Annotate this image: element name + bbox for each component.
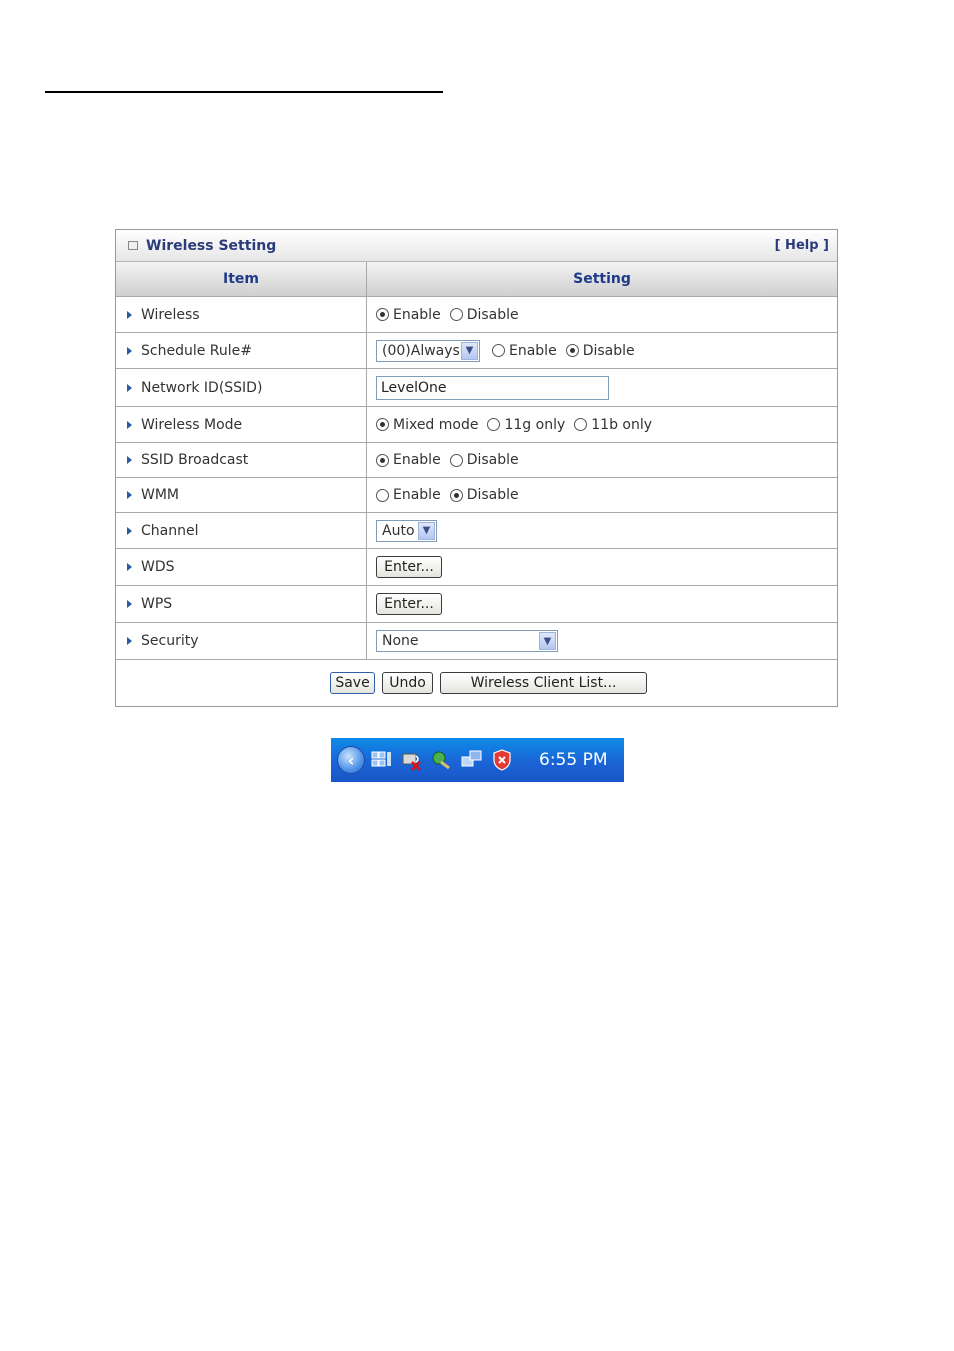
row-ssid bbox=[116, 369, 837, 407]
radio-label: Mixed mode bbox=[393, 416, 479, 433]
header-setting: Setting bbox=[573, 271, 631, 287]
radio-label: Enable bbox=[393, 487, 441, 503]
row-label bbox=[116, 297, 367, 332]
row-label bbox=[116, 478, 367, 512]
table-header bbox=[116, 262, 837, 297]
arrow-icon bbox=[127, 456, 132, 464]
radio-icon bbox=[376, 489, 389, 502]
header-item: Item bbox=[116, 262, 367, 296]
radio-icon bbox=[450, 454, 463, 467]
schedule-enable-radio[interactable] bbox=[492, 343, 557, 359]
chevron-down-icon: ▼ bbox=[418, 522, 435, 540]
window-icon bbox=[128, 241, 138, 250]
button-bar bbox=[116, 660, 837, 706]
radio-icon bbox=[487, 418, 500, 431]
wmm-disable-radio[interactable] bbox=[450, 487, 519, 503]
label-text: SSID Broadcast bbox=[141, 452, 249, 468]
chevron-down-icon: ▼ bbox=[539, 632, 556, 650]
wps-enter-button[interactable]: Enter... bbox=[376, 593, 442, 615]
label-text: Network ID(SSID) bbox=[141, 379, 263, 396]
radio-icon bbox=[492, 344, 505, 357]
label-text: WDS bbox=[141, 559, 175, 575]
monitors-icon[interactable] bbox=[461, 749, 483, 771]
setting-cell bbox=[367, 333, 837, 368]
row-wps bbox=[116, 586, 837, 623]
radio-label: Enable bbox=[509, 342, 557, 359]
radio-icon bbox=[376, 418, 389, 431]
panel-title-bar bbox=[116, 230, 837, 262]
setting-cell bbox=[367, 443, 837, 477]
setting-cell bbox=[367, 623, 837, 659]
wireless-disable-radio[interactable] bbox=[450, 307, 519, 323]
title-group bbox=[128, 238, 276, 254]
row-ssid-broadcast bbox=[116, 443, 837, 478]
setting-cell bbox=[367, 513, 837, 548]
select-value: (00)Always bbox=[382, 342, 460, 359]
chevron-down-icon: ▼ bbox=[461, 342, 478, 360]
top-rule bbox=[45, 91, 443, 93]
radio-icon bbox=[574, 418, 587, 431]
monitors-svg bbox=[461, 749, 483, 771]
help-link[interactable]: [ Help ] bbox=[774, 238, 829, 253]
speaker-muted-icon[interactable] bbox=[401, 749, 423, 771]
row-wmm bbox=[116, 478, 837, 513]
label-text: Schedule Rule# bbox=[141, 342, 252, 359]
shield-svg bbox=[491, 749, 513, 771]
wmm-enable-radio[interactable] bbox=[376, 487, 441, 503]
label-text: WPS bbox=[141, 596, 173, 612]
radio-icon bbox=[450, 489, 463, 502]
setting-cell bbox=[367, 549, 837, 585]
mode-mixed-radio[interactable] bbox=[376, 417, 478, 433]
row-label bbox=[116, 549, 367, 585]
shield-icon[interactable] bbox=[491, 749, 513, 771]
radio-label: 11b only bbox=[591, 416, 653, 433]
row-label bbox=[116, 407, 367, 442]
setting-cell bbox=[367, 586, 837, 622]
arrow-icon bbox=[127, 600, 132, 608]
arrow-icon bbox=[127, 384, 132, 392]
radio-label: Disable bbox=[466, 487, 519, 503]
label-text: Security bbox=[141, 633, 199, 649]
radio-icon bbox=[376, 454, 389, 467]
label-text: Wireless bbox=[141, 306, 200, 323]
radio-icon bbox=[566, 344, 579, 357]
mode-11g-radio[interactable] bbox=[487, 417, 565, 433]
channel-select[interactable] bbox=[376, 520, 437, 542]
wds-enter-button[interactable]: Enter... bbox=[376, 556, 442, 578]
row-label bbox=[116, 443, 367, 477]
radio-label: Enable bbox=[393, 452, 441, 468]
row-schedule bbox=[116, 333, 837, 369]
green-network-svg bbox=[431, 749, 453, 771]
radio-label: Disable bbox=[466, 452, 519, 468]
row-label bbox=[116, 623, 367, 659]
row-wds bbox=[116, 549, 837, 586]
broadcast-enable-radio[interactable] bbox=[376, 452, 441, 468]
wireless-enable-radio[interactable] bbox=[376, 307, 441, 323]
system-tray bbox=[331, 738, 624, 782]
schedule-rule-select[interactable] bbox=[376, 340, 480, 362]
wireless-setting-panel bbox=[115, 229, 838, 707]
label-text: Wireless Mode bbox=[141, 416, 243, 433]
security-select[interactable] bbox=[376, 630, 558, 652]
mode-11b-radio[interactable] bbox=[574, 417, 652, 433]
select-value: None bbox=[382, 633, 419, 649]
arrow-icon bbox=[127, 491, 132, 499]
ssid-input[interactable] bbox=[376, 376, 609, 400]
row-label bbox=[116, 369, 367, 406]
green-network-icon[interactable] bbox=[431, 749, 453, 771]
clock[interactable]: 6:55 PM bbox=[539, 750, 608, 770]
wireless-client-list-button[interactable]: Wireless Client List... bbox=[440, 672, 647, 694]
arrow-icon bbox=[127, 527, 132, 535]
row-security bbox=[116, 623, 837, 660]
arrow-icon bbox=[127, 563, 132, 571]
radio-icon bbox=[450, 308, 463, 321]
select-value: Auto bbox=[382, 522, 415, 539]
undo-button[interactable]: Undo bbox=[382, 672, 433, 694]
row-label bbox=[116, 586, 367, 622]
row-wireless-mode bbox=[116, 407, 837, 443]
radio-label: 11g only bbox=[504, 416, 566, 433]
label-text: Channel bbox=[141, 522, 199, 539]
radio-label: Disable bbox=[466, 306, 519, 323]
schedule-disable-radio[interactable] bbox=[566, 343, 635, 359]
setting-cell bbox=[367, 407, 837, 442]
arrow-icon bbox=[127, 421, 132, 429]
radio-label: Disable bbox=[582, 342, 635, 359]
radio-icon bbox=[376, 308, 389, 321]
row-label bbox=[116, 513, 367, 548]
setting-cell bbox=[367, 478, 837, 512]
back-arrow-icon[interactable]: ‹ bbox=[337, 746, 365, 774]
row-label bbox=[116, 333, 367, 368]
network-grid-icon[interactable] bbox=[371, 749, 393, 771]
speaker-svg bbox=[401, 749, 423, 771]
setting-cell bbox=[367, 369, 837, 406]
save-button[interactable]: Save bbox=[330, 672, 375, 694]
arrow-icon bbox=[127, 637, 132, 645]
arrow-icon bbox=[127, 311, 132, 319]
setting-cell bbox=[367, 297, 837, 332]
arrow-icon bbox=[127, 347, 132, 355]
row-wireless bbox=[116, 297, 837, 333]
broadcast-disable-radio[interactable] bbox=[450, 452, 519, 468]
row-channel bbox=[116, 513, 837, 549]
network-grid-svg bbox=[371, 749, 393, 771]
radio-label: Enable bbox=[393, 306, 441, 323]
panel-title: Wireless Setting bbox=[146, 237, 277, 254]
label-text: WMM bbox=[141, 487, 180, 503]
